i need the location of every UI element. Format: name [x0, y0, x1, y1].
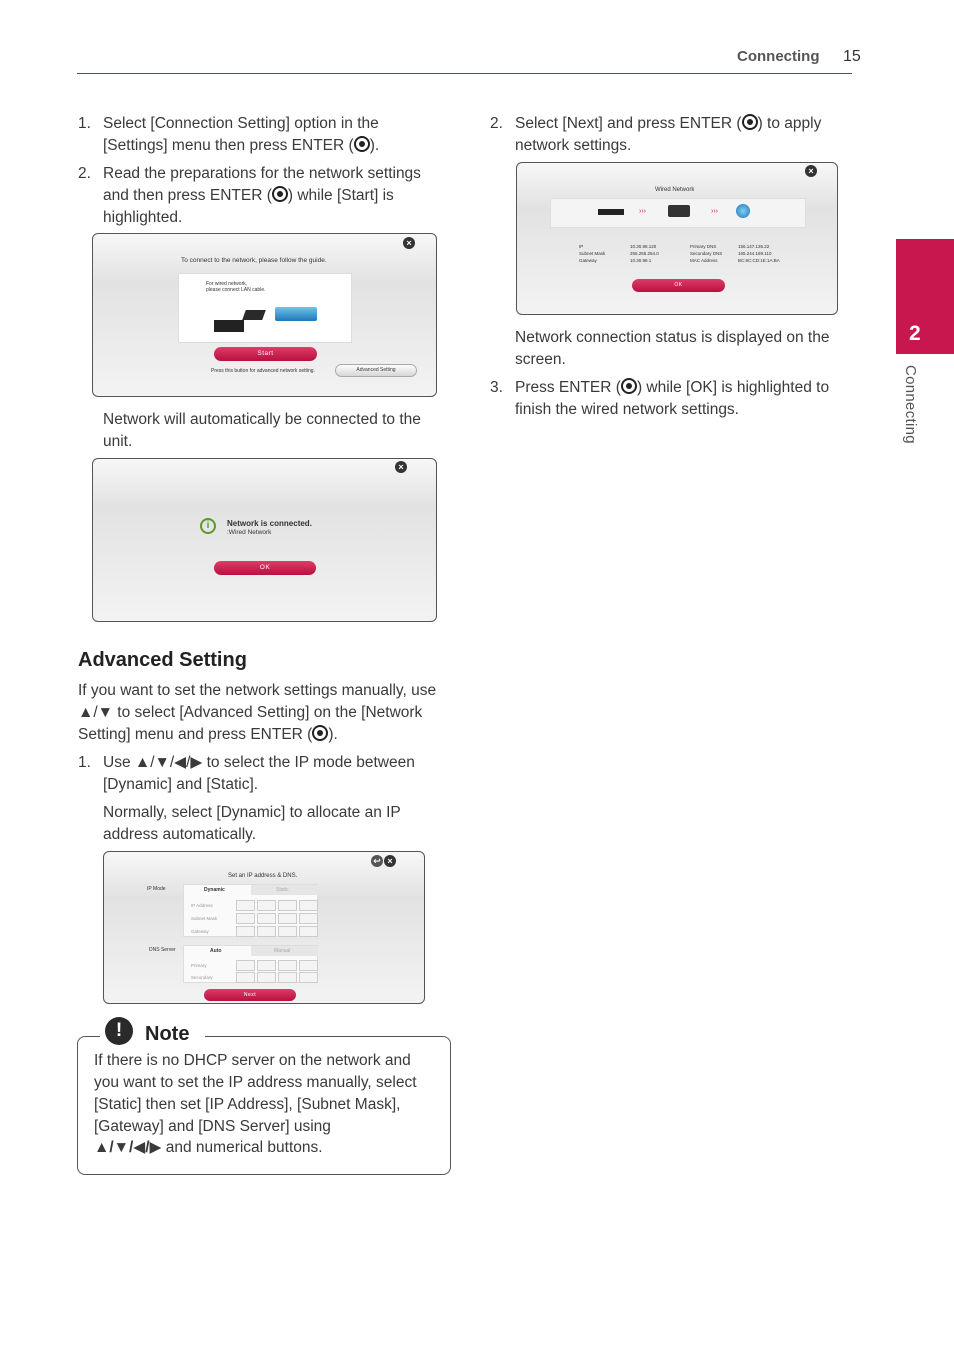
step-text: [Dynamic] and [Static]. — [103, 776, 259, 793]
secondary-label: Secondary — [191, 975, 213, 980]
pdns-value: 156.147.135.22 — [738, 244, 770, 249]
ok-button[interactable]: OK — [632, 279, 725, 292]
card-text: please connect LAN cable. — [206, 287, 266, 293]
enter-icon — [621, 378, 637, 394]
next-button[interactable]: Next — [204, 989, 296, 1001]
enter-icon — [354, 136, 370, 152]
section-title: Connecting — [737, 48, 820, 65]
note-text: If there is no DHCP server on the network and — [94, 1052, 411, 1069]
close-icon: × — [395, 461, 407, 473]
advanced-intro: If you want to set the network settings manually, use — [78, 682, 437, 699]
step-text: network settings. — [515, 137, 632, 154]
chapter-label: Connecting — [902, 365, 919, 444]
step-number: 1. — [78, 754, 91, 771]
status-text: screen. — [515, 351, 566, 368]
enter-icon — [312, 725, 328, 741]
step-text: Select [Next] and press ENTER ( ) to apply — [515, 115, 822, 132]
card-text: For wired network, — [206, 281, 248, 287]
warning-icon: ! — [105, 1017, 133, 1045]
step-text: highlighted. — [103, 209, 183, 226]
lan-cable-icon — [275, 307, 317, 321]
step-text: Select [Connection Setting] option in the — [103, 115, 379, 132]
dynamic-option[interactable]: Dynamic — [204, 887, 225, 893]
enter-icon — [272, 186, 288, 202]
ip-address-label: IP Address — [191, 903, 213, 908]
dns-server-label: DNS Server — [149, 947, 176, 953]
close-icon: × — [384, 855, 396, 867]
auto-connect-text: Network will automatically be connected to the — [103, 411, 421, 428]
note-title: Note — [145, 1023, 190, 1045]
step-text: Read the preparations for the network settings — [103, 165, 421, 182]
status-text: Network connection status is displayed on the — [515, 329, 830, 346]
subnet-label: Subnet Mask — [191, 916, 218, 921]
gateway-label: Gateway — [191, 929, 209, 934]
pdns-label: Primary DNS — [690, 244, 717, 249]
advanced-intro: Setting] menu and press ENTER ( ). — [78, 726, 338, 743]
section-heading: Advanced Setting — [78, 649, 247, 671]
ip-dns-screenshot — [103, 851, 425, 1004]
signal-arrow-icon: ››› — [639, 208, 646, 215]
mac-label: MAC Address — [690, 258, 718, 263]
note-text: [Gateway] and [DNS Server] using — [94, 1118, 331, 1135]
primary-label: Primary — [191, 963, 207, 968]
step-number: 3. — [490, 379, 503, 396]
connection-guide-screenshot — [92, 233, 437, 397]
gateway-label: Gateway — [579, 258, 597, 263]
chapter-tab — [896, 239, 954, 354]
advanced-intro: ▲/▼ to select [Advanced Setting] on the [Network — [78, 704, 423, 721]
connected-screenshot — [92, 458, 437, 622]
advanced-setting-button[interactable]: Advanced Setting — [335, 364, 417, 377]
gateway-value: 10.30.98.1 — [630, 258, 652, 263]
screen-title: Wired Network — [655, 187, 695, 193]
step-number: 2. — [490, 115, 503, 132]
step-number: 2. — [78, 165, 91, 182]
ip-panel — [183, 884, 318, 937]
mask-label: Subnet Mask — [579, 251, 606, 256]
header-rule — [77, 73, 852, 74]
step-text: finish the wired network settings. — [515, 401, 739, 418]
guide-text: To connect to the network, please follow the guide. — [181, 257, 327, 264]
ip-value: 10.30.98.120 — [630, 244, 657, 249]
step-text: address automatically. — [103, 826, 257, 843]
info-icon: i — [200, 518, 216, 534]
router-port-icon — [214, 320, 244, 332]
manual-option[interactable]: Manual — [274, 948, 291, 954]
step-text: Press ENTER ( ) while [OK] is highlighted to — [515, 379, 830, 396]
sdns-value: 165.244.189.110 — [738, 251, 772, 256]
enter-icon — [742, 114, 758, 130]
dns-panel — [183, 945, 318, 983]
step-text: Normally, select [Dynamic] to allocate an IP — [103, 804, 401, 821]
router-icon — [668, 205, 690, 217]
port-icon — [242, 310, 266, 320]
auto-connect-text: unit. — [103, 433, 133, 450]
close-icon: × — [805, 165, 817, 177]
cable-card — [178, 273, 352, 343]
player-icon — [598, 209, 624, 215]
connected-type: :Wired Network — [227, 529, 272, 536]
step-number: 1. — [78, 115, 91, 132]
note-text: [Static] then set [IP Address], [Subnet Mask], — [94, 1096, 401, 1113]
close-icon: × — [403, 237, 415, 249]
screen-title: Set an IP address & DNS. — [228, 873, 298, 879]
note-text: you want to set the IP address manually, select — [94, 1074, 417, 1091]
step-text: and then press ENTER ( ) while [Start] is — [103, 187, 394, 204]
sdns-label: Secondary DNS — [690, 251, 723, 256]
auto-option[interactable]: Auto — [210, 948, 222, 954]
mac-value: BC:8C:CD:1E:1A:BA — [738, 258, 780, 263]
back-icon: ↩ — [371, 855, 383, 867]
ip-mode-label: IP Mode — [147, 886, 166, 892]
connected-message: Network is connected. — [227, 519, 312, 528]
step-text: Use ▲/▼/◀/▶ to select the IP mode between — [103, 754, 415, 771]
mask-value: 255.255.254.0 — [630, 251, 659, 256]
advanced-hint: Press this button for advanced network setting. — [211, 368, 315, 374]
signal-arrow-icon: ››› — [711, 208, 718, 215]
network-diagram — [550, 198, 806, 228]
globe-icon — [736, 204, 750, 218]
start-button[interactable]: Start — [214, 347, 317, 361]
wired-network-screenshot — [516, 162, 838, 315]
chapter-number: 2 — [909, 322, 921, 345]
ip-label: IP — [579, 244, 584, 249]
static-option[interactable]: Static — [276, 887, 289, 893]
ok-button[interactable]: OK — [214, 561, 316, 575]
page-number: 15 — [843, 48, 861, 65]
note-text: ▲/▼/◀/▶ and numerical buttons. — [94, 1139, 323, 1156]
step-text: [Settings] menu then press ENTER ( ). — [103, 137, 380, 154]
